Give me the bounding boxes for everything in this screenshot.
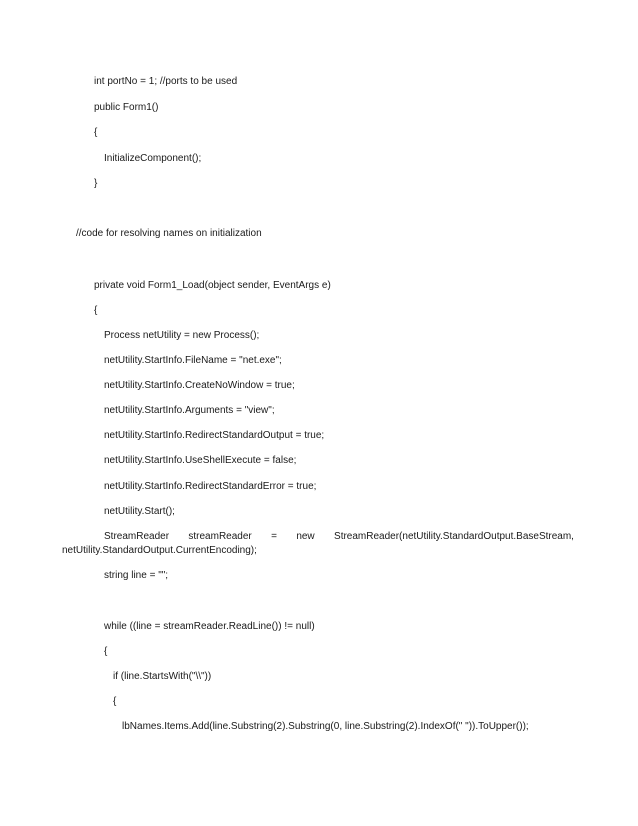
code-line: netUtility.Start(); bbox=[104, 506, 175, 517]
code-line-justified bbox=[104, 531, 574, 543]
code-line: int portNo = 1; //ports to be used bbox=[94, 76, 238, 87]
code-line: { bbox=[94, 305, 98, 316]
code-line: private void Form1_Load(object sender, EventArgs e) bbox=[94, 280, 331, 291]
code-token: StreamReader bbox=[104, 531, 170, 542]
code-token: streamReader bbox=[188, 531, 252, 542]
code-line: if (line.StartsWith("\\")) bbox=[113, 671, 212, 682]
code-line-wrap: netUtility.StandardOutput.CurrentEncoding); bbox=[62, 545, 257, 556]
code-line: netUtility.StartInfo.UseShellExecute = false; bbox=[104, 455, 297, 466]
code-token: StreamReader(netUtility.StandardOutput.BaseStream, bbox=[334, 531, 574, 542]
code-line: { bbox=[94, 127, 98, 138]
code-line: { bbox=[104, 646, 108, 657]
code-line: public Form1() bbox=[94, 102, 159, 113]
code-line: netUtility.StartInfo.Arguments = "view"; bbox=[104, 405, 275, 416]
code-line: InitializeComponent(); bbox=[104, 153, 202, 164]
code-line: netUtility.StartInfo.RedirectStandardOutput = true; bbox=[104, 430, 325, 441]
code-line: { bbox=[113, 696, 117, 707]
code-token: = bbox=[271, 531, 277, 542]
code-comment: //code for resolving names on initialization bbox=[76, 228, 262, 239]
code-line: } bbox=[94, 178, 98, 189]
code-token: new bbox=[296, 531, 315, 542]
code-line: netUtility.StartInfo.CreateNoWindow = true; bbox=[104, 380, 295, 391]
code-line: Process netUtility = new Process(); bbox=[104, 330, 260, 341]
code-line: netUtility.StartInfo.RedirectStandardError = true; bbox=[104, 481, 317, 492]
code-line: lbNames.Items.Add(line.Substring(2).Substring(0, line.Substring(2).IndexOf(" ")).ToUpper()); bbox=[122, 721, 529, 732]
code-line: netUtility.StartInfo.FileName = "net.exe"; bbox=[104, 355, 282, 366]
code-line: string line = ""; bbox=[104, 570, 169, 581]
code-line: while ((line = streamReader.ReadLine()) != null) bbox=[104, 621, 315, 632]
